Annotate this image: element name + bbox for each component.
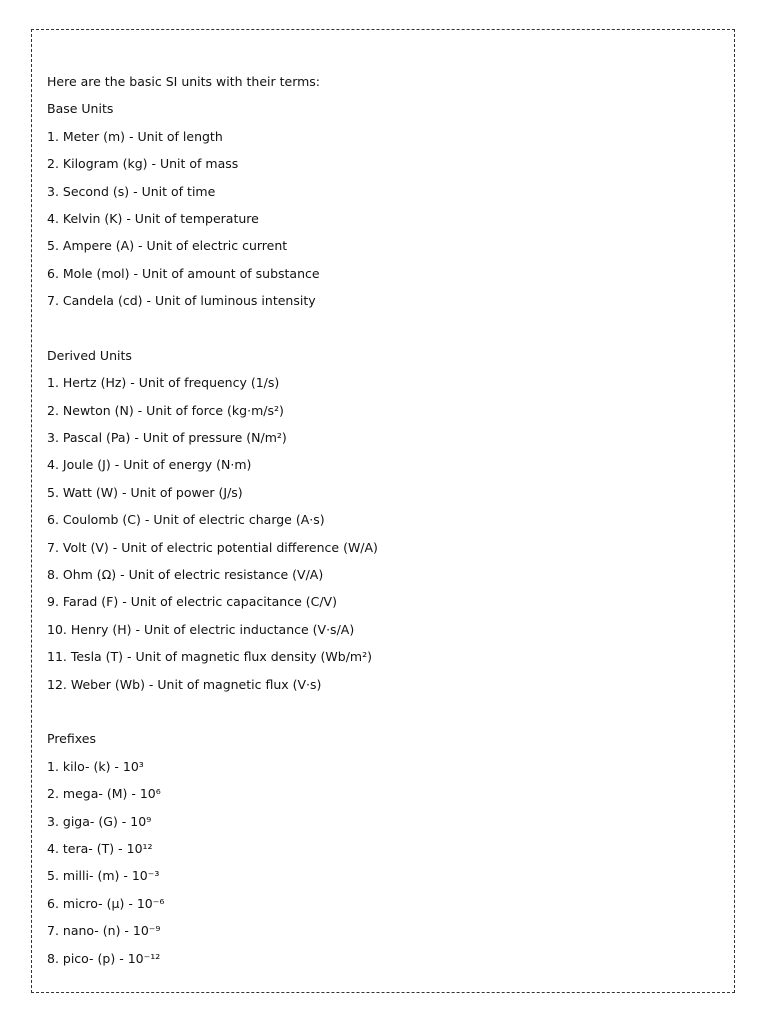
- list-item: 4. tera- (T) - 10¹²: [47, 840, 153, 856]
- list-item: 3. Pascal (Pa) - Unit of pressure (N/m²): [47, 430, 287, 446]
- list-item: 3. giga- (G) - 10⁹: [47, 813, 152, 829]
- list-item: 4. Joule (J) - Unit of energy (N·m): [47, 457, 252, 473]
- list-item: 1. Meter (m) - Unit of length: [47, 128, 223, 144]
- paragraph-spacer: [47, 698, 719, 725]
- list-item: 8. Ohm (Ω) - Unit of electric resistance (V/A): [47, 567, 324, 583]
- list-item: 7. Volt (V) - Unit of electric potential difference (W/A): [47, 539, 378, 555]
- section-heading: Derived Units: [47, 347, 132, 363]
- list-item: 6. Mole (mol) - Unit of amount of substance: [47, 265, 320, 281]
- list-item: 7. Candela (cd) - Unit of luminous intensity: [47, 293, 316, 309]
- list-item: 6. Coulomb (C) - Unit of electric charge (A·s): [47, 512, 325, 528]
- list-item: 2. Kilogram (kg) - Unit of mass: [47, 156, 239, 172]
- section-heading: Prefixes: [47, 731, 96, 747]
- list-item: 12. Weber (Wb) - Unit of magnetic flux (V·s): [47, 676, 322, 692]
- list-item: 4. Kelvin (K) - Unit of temperature: [47, 210, 259, 226]
- list-item: 5. milli- (m) - 10⁻³: [47, 868, 160, 884]
- document-body: [47, 68, 719, 972]
- list-item: 6. micro- (μ) - 10⁻⁶: [47, 895, 165, 911]
- list-item: 5. Watt (W) - Unit of power (J/s): [47, 484, 243, 500]
- list-item: 1. kilo- (k) - 10³: [47, 758, 144, 774]
- document-page: [31, 29, 735, 993]
- section-derived-units: [47, 342, 719, 698]
- list-item: 9. Farad (F) - Unit of electric capacitance (C/V): [47, 594, 337, 610]
- section-base-units: [47, 95, 719, 314]
- list-item: 7. nano- (n) - 10⁻⁹: [47, 923, 161, 939]
- list-item: 2. mega- (M) - 10⁶: [47, 786, 161, 802]
- list-item: 5. Ampere (A) - Unit of electric current: [47, 238, 288, 254]
- list-item: 1. Hertz (Hz) - Unit of frequency (1/s): [47, 375, 280, 391]
- paragraph-spacer: [47, 315, 719, 342]
- list-item: 11. Tesla (T) - Unit of magnetic flux density (Wb/m²): [47, 649, 372, 665]
- intro-text: Here are the basic SI units with their terms:: [47, 74, 321, 89]
- list-item: 3. Second (s) - Unit of time: [47, 183, 216, 199]
- section-prefixes: [47, 725, 719, 972]
- list-item: 8. pico- (p) - 10⁻¹²: [47, 950, 161, 966]
- list-item: 10. Henry (H) - Unit of electric inductance (V·s/A): [47, 621, 355, 637]
- list-item: 2. Newton (N) - Unit of force (kg·m/s²): [47, 402, 284, 418]
- section-heading: Base Units: [47, 101, 114, 117]
